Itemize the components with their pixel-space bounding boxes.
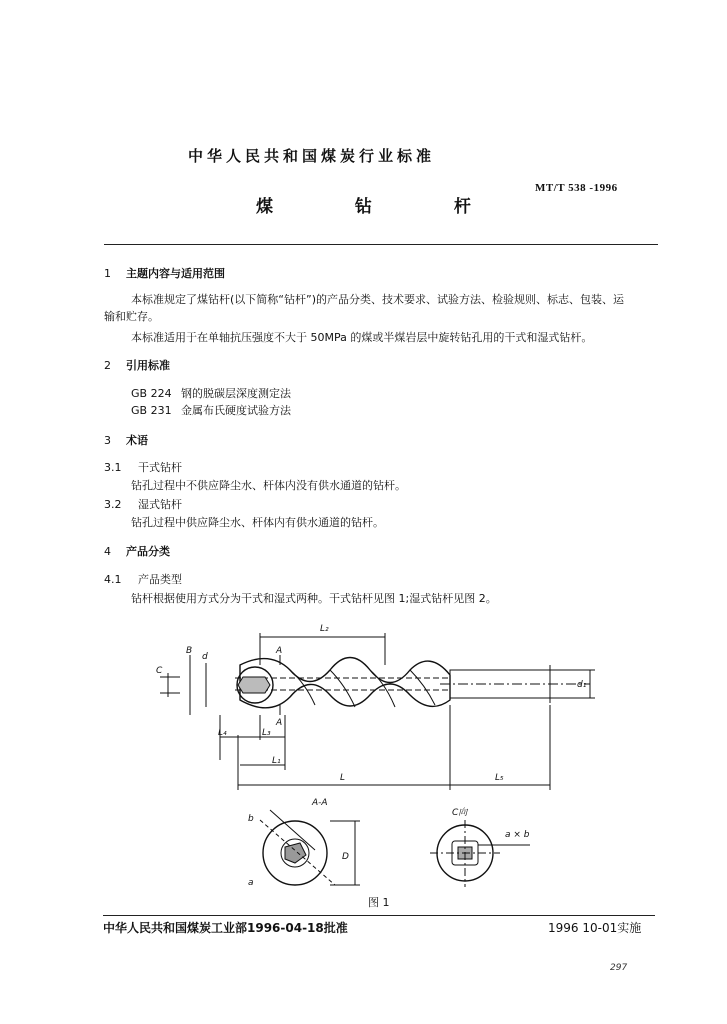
document-title: 煤 钻 杆	[256, 197, 509, 217]
standard-organization: 中华人民共和国煤炭行业标准	[188, 147, 436, 165]
standard-code: MT/T 538 -1996	[535, 182, 618, 194]
term-name: 湿式钻杆	[138, 498, 182, 511]
term-number: 3.1	[104, 461, 122, 474]
dim-label-L: L	[340, 773, 346, 783]
term-3-1	[104, 460, 182, 476]
dim-label-d1: d₁	[577, 680, 587, 690]
section-number: 2	[104, 359, 111, 372]
dim-label-L1: L₁	[272, 756, 281, 766]
section-1-paragraph-1-line-2: 输和贮存。	[104, 310, 159, 323]
section-1-paragraph-1-line-1: 本标准规定了煤钻杆(以下简称“钻杆”)的产品分类、技术要求、试验方法、检验规则、标志、包装、运	[131, 293, 624, 306]
dim-label-L4: L₄	[218, 728, 227, 738]
figure-1-drill-rod-drawing	[140, 615, 610, 911]
section-mark-A-bottom: A	[276, 718, 283, 728]
dim-label-B: B	[186, 646, 193, 656]
section-number: 1	[104, 267, 111, 280]
figure-caption: 图 1	[368, 896, 390, 909]
section-4-heading	[104, 543, 170, 559]
reference-code: GB 231	[131, 404, 172, 417]
approval-statement: 中华人民共和国煤炭工业部1996-04-18批准	[103, 921, 348, 935]
section-view-label-AA: A-A	[312, 798, 328, 808]
section-title: 主题内容与适用范围	[126, 267, 225, 280]
dim-label-L3: L₃	[262, 728, 271, 738]
section-1-paragraph-2: 本标准适用于在单轴抗压强度不大于 50MPa 的煤或半煤岩层中旋转钻孔用的干式和湿式钻杆。	[131, 331, 593, 344]
section-number: 3	[104, 434, 111, 447]
dim-label-a: a	[248, 878, 254, 888]
term-3-1-definition: 钻孔过程中不供应降尘水、杆体内没有供水通道的钻杆。	[131, 479, 406, 492]
term-number: 3.2	[104, 498, 122, 511]
dim-label-axb: a × b	[505, 830, 530, 840]
reference-1	[131, 386, 291, 402]
subsection-number: 4.1	[104, 573, 122, 586]
effective-date: 1996 10-01实施	[548, 921, 642, 935]
section-title: 术语	[126, 434, 148, 447]
dim-label-L2: L₂	[320, 624, 329, 634]
term-3-2-definition: 钻孔过程中供应降尘水、杆体内有供水通道的钻杆。	[131, 516, 384, 529]
reference-title: 钢的脱碳层深度测定法	[181, 387, 291, 400]
page-number: 297	[610, 963, 628, 973]
subsection-title: 产品类型	[138, 573, 182, 586]
section-mark-A-top: A	[276, 646, 283, 656]
term-3-2	[104, 497, 182, 513]
section-title: 产品分类	[126, 545, 170, 558]
dim-label-b: b	[248, 814, 254, 824]
section-title: 引用标准	[126, 359, 170, 372]
section-2-heading	[104, 357, 170, 373]
section-number: 4	[104, 545, 111, 558]
dim-label-D: D	[342, 852, 349, 862]
reference-2	[131, 403, 291, 419]
header-rule	[104, 244, 658, 245]
footer-rule	[103, 915, 655, 916]
dim-label-d: d	[202, 652, 208, 662]
term-name: 干式钻杆	[138, 461, 182, 474]
view-arrow-label-C: C	[156, 666, 163, 676]
subsection-4-1	[104, 572, 182, 588]
reference-title: 金属布氏硬度试验方法	[181, 404, 291, 417]
section-3-heading	[104, 432, 148, 448]
reference-code: GB 224	[131, 387, 172, 400]
subsection-4-1-text: 钻杆根据使用方式分为干式和湿式两种。干式钻杆见图 1;湿式钻杆见图 2。	[131, 592, 497, 605]
view-label-C: C向	[452, 808, 468, 818]
dim-label-L5: L₅	[495, 773, 504, 783]
section-1-heading	[104, 265, 225, 281]
